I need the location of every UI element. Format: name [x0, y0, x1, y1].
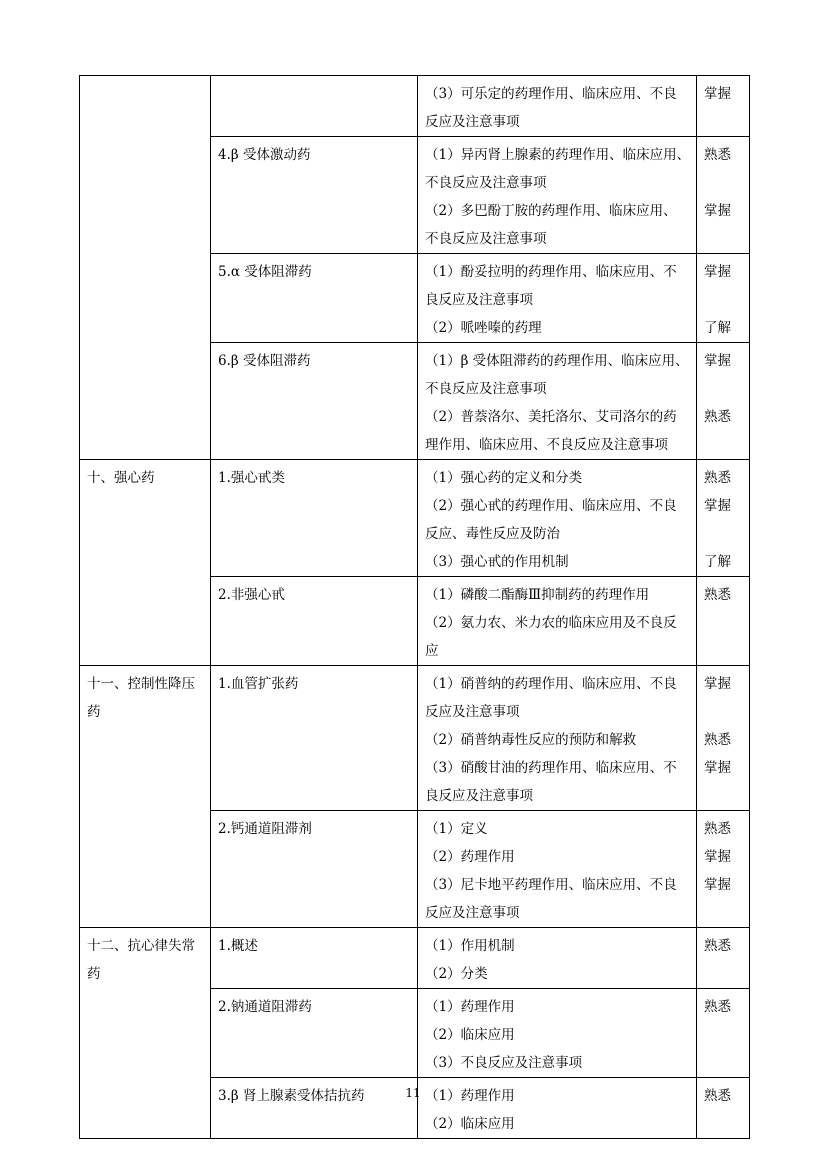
item-cell: 1.血管扩张药	[211, 666, 418, 811]
requirement-cell: （1）酚妥拉明的药理作用、临床应用、不 良反应及注意事项 （2）哌唑嗪的药理	[418, 254, 697, 343]
level-cell: 掌握 了解	[697, 254, 750, 343]
unit-cell: 十二、抗心律失常 药	[80, 928, 211, 1139]
item-cell: 4.β 受体激动药	[211, 137, 418, 254]
item-cell: 1.强心甙类	[211, 460, 418, 577]
item-cell: 3.β 肾上腺素受体拮抗药	[211, 1078, 418, 1139]
item-cell: 2.钠通道阻滞药	[211, 989, 418, 1078]
level-cell: 熟悉 掌握 了解	[697, 460, 750, 577]
item-cell	[211, 76, 418, 137]
table-row	[80, 928, 750, 989]
level-cell: 熟悉	[697, 989, 750, 1078]
page-number: 11	[405, 1086, 421, 1100]
requirement-cell: （1）β 受体阻滞药的药理作用、临床应用、 不良反应及注意事项 （2）普萘洛尔、美托洛尔、艾司洛尔的药 理作用、临床应用、不良反应及注意事项	[418, 343, 697, 460]
requirement-cell: （1）强心药的定义和分类 （2）强心甙的药理作用、临床应用、不良 反应、毒性反应及防治 （3）强心甙的作用机制	[418, 460, 697, 577]
item-cell: 2.非强心甙	[211, 577, 418, 666]
level-cell: 熟悉	[697, 928, 750, 989]
level-cell: 熟悉 掌握 掌握	[697, 811, 750, 928]
requirement-cell: （1）作用机制 （2）分类	[418, 928, 697, 989]
level-cell: 熟悉	[697, 577, 750, 666]
requirement-cell: （1）定义 （2）药理作用 （3）尼卡地平药理作用、临床应用、不良 反应及注意事项	[418, 811, 697, 928]
syllabus-table	[79, 75, 750, 1139]
level-cell: 熟悉 掌握	[697, 137, 750, 254]
requirement-cell: （1）磷酸二酯酶Ⅲ抑制药的药理作用 （2）氨力农、米力农的临床应用及不良反 应	[418, 577, 697, 666]
table-row	[80, 666, 750, 811]
unit-cell: 十、强心药	[80, 460, 211, 666]
table-row	[80, 460, 750, 577]
item-cell: 6.β 受体阻滞药	[211, 343, 418, 460]
table-row	[80, 76, 750, 137]
level-cell: 掌握 熟悉	[697, 343, 750, 460]
level-cell: 掌握	[697, 76, 750, 137]
requirement-cell: （1）硝普纳的药理作用、临床应用、不良 反应及注意事项 （2）硝普纳毒性反应的预防和解救 （3）硝酸甘油的药理作用、临床应用、不 良反应及注意事项	[418, 666, 697, 811]
requirement-cell: （1）药理作用 （2）临床应用	[418, 1078, 697, 1139]
unit-cell-continued	[80, 76, 211, 460]
item-cell: 1.概述	[211, 928, 418, 989]
level-cell: 熟悉	[697, 1078, 750, 1139]
requirement-cell: （1）异丙肾上腺素的药理作用、临床应用、 不良反应及注意事项 （2）多巴酚丁胺的药理作用、临床应用、 不良反应及注意事项	[418, 137, 697, 254]
requirement-cell: （1）药理作用 （2）临床应用 （3）不良反应及注意事项	[418, 989, 697, 1078]
level-cell: 掌握 熟悉 掌握	[697, 666, 750, 811]
unit-cell: 十一、控制性降压 药	[80, 666, 211, 928]
requirement-cell: （3）可乐定的药理作用、临床应用、不良 反应及注意事项	[418, 76, 697, 137]
item-cell: 2.钙通道阻滞剂	[211, 811, 418, 928]
item-cell: 5.α 受体阻滞药	[211, 254, 418, 343]
